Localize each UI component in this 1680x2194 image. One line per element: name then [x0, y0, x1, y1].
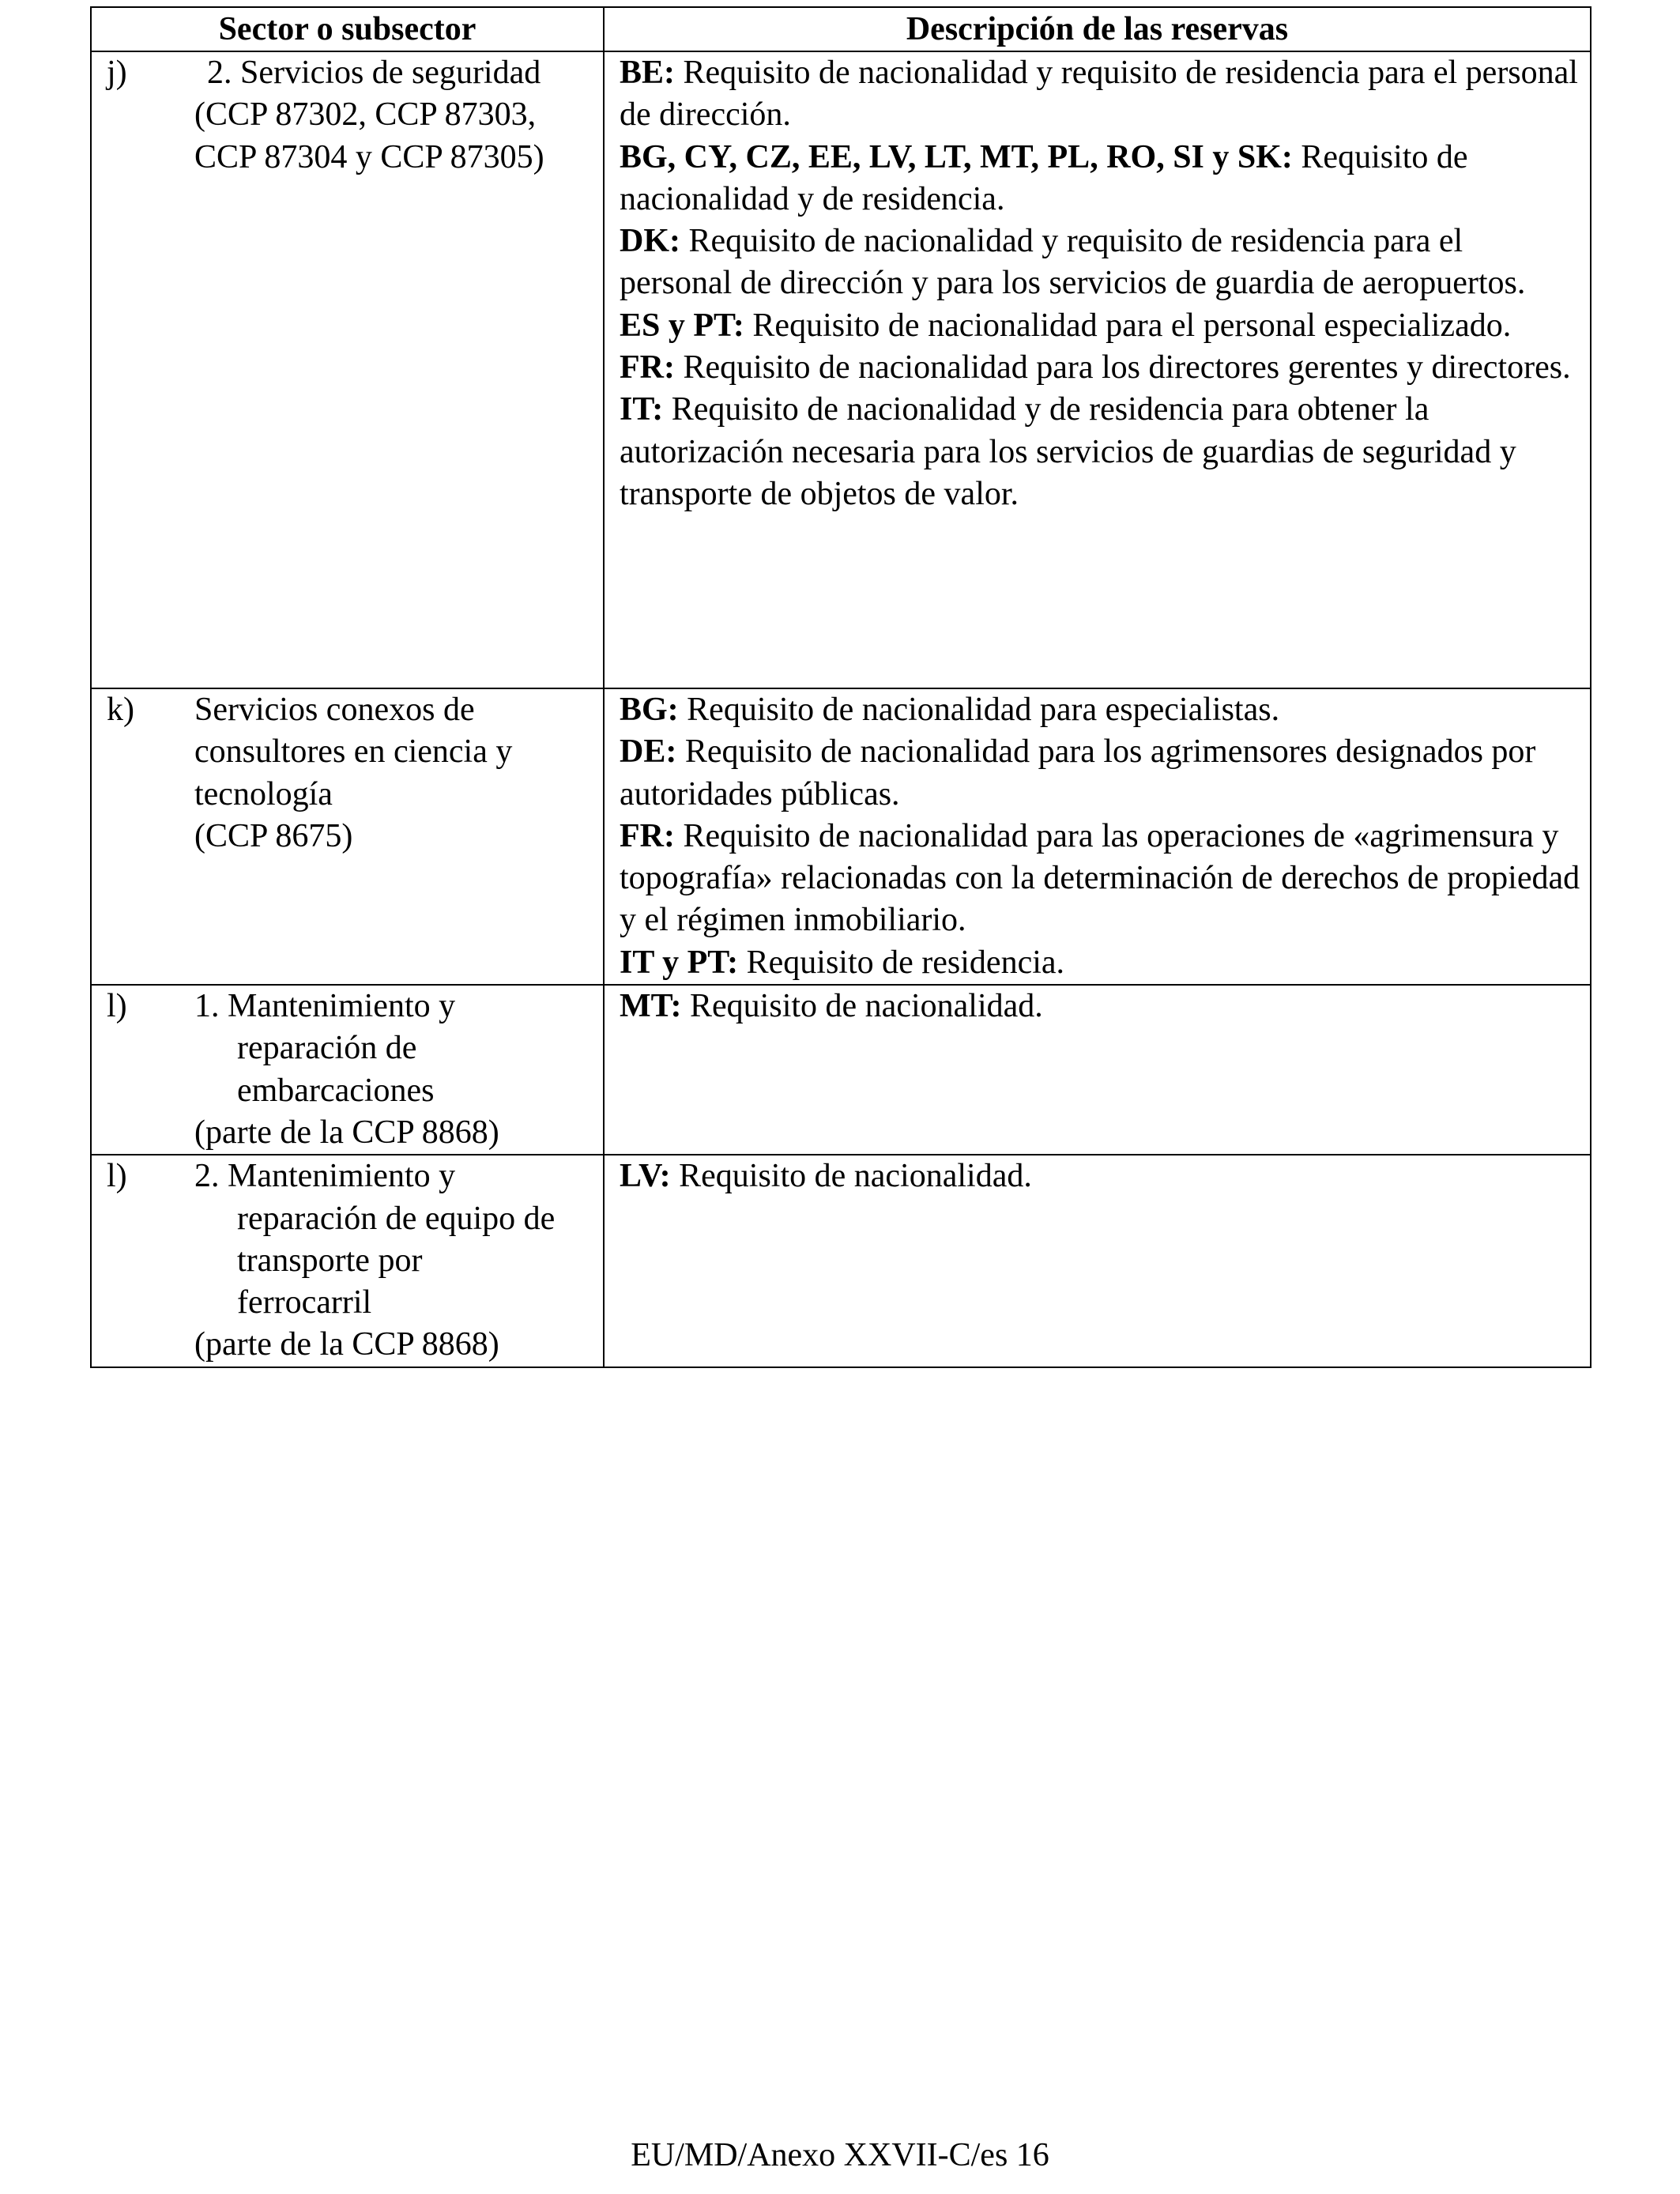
reservation-text: Requisito de nacionalidad para los directores gerentes y directores. [674, 349, 1571, 386]
sector-line: transporte por [237, 1242, 423, 1279]
reservation-entry [620, 942, 1580, 984]
reservation-text: Requisito de nacionalidad y requisito de residencia para el personal de dirección. [620, 55, 1578, 134]
sector-cell [91, 688, 604, 985]
reservation-entry [620, 221, 1580, 305]
country-code: MT: [620, 988, 682, 1025]
sector-line: 1. Mantenimiento y [194, 988, 456, 1025]
sector-cell [91, 51, 604, 688]
row-letter: j) [107, 55, 127, 91]
sector-line: (parte de la CCP 8868) [194, 1114, 499, 1151]
sector-line: Servicios conexos de [194, 692, 475, 728]
country-code: DK: [620, 223, 680, 260]
row-letter: l) [107, 988, 127, 1025]
sector-line: consultores en ciencia y [194, 733, 513, 771]
country-code: IT y PT: [620, 944, 739, 981]
country-code: LV: [620, 1158, 671, 1195]
reservation-text: Requisito de residencia. [738, 944, 1065, 981]
reservation-entry [620, 689, 1580, 731]
sector-line: (CCP 87302, CCP 87303, [194, 96, 537, 134]
table-row [91, 1155, 1591, 1367]
country-code: FR: [620, 817, 675, 854]
table-header-row [91, 7, 1591, 51]
reservation-text: Requisito de nacionalidad y de residencia. [620, 138, 1468, 217]
country-code: BG: [620, 692, 679, 728]
reservation-entry [620, 347, 1580, 389]
reservation-entry [620, 816, 1580, 942]
country-code: ES y PT: [620, 307, 744, 344]
reservation-text: Requisito de nacionalidad para especialistas. [678, 692, 1280, 728]
country-code: BE: [620, 55, 676, 91]
reservation-entry [620, 1155, 1580, 1197]
description-cell [604, 51, 1591, 688]
sector-cell [91, 1155, 604, 1367]
reservation-text: Requisito de nacionalidad para los agrimensores designados por autoridades públicas. [620, 733, 1536, 812]
reservations-table [90, 6, 1591, 1368]
reservation-text: Requisito de nacionalidad para las operaciones de «agrimensura y topografía» relacionadas con la determinación de derechos de propiedad y el régimen inmobiliario. [620, 817, 1580, 939]
sector-text [194, 1155, 598, 1366]
sector-line: embarcaciones [237, 1072, 435, 1109]
sector-line: reparación de equipo de [237, 1200, 556, 1237]
row-letter: l) [107, 1158, 127, 1195]
sector-line: CCP 87304 y CCP 87305) [194, 138, 544, 175]
page-footer: EU/MD/Anexo XXVII-C/es 16 [631, 2137, 1049, 2173]
sector-text [194, 52, 598, 179]
country-code: DE: [620, 733, 677, 771]
reservation-entry [620, 986, 1580, 1027]
country-code: IT: [620, 391, 664, 428]
table-row [91, 985, 1591, 1155]
reservation-entry [620, 137, 1580, 221]
reservation-text: Requisito de nacionalidad para el personal especializado. [744, 307, 1512, 344]
table-row [91, 688, 1591, 985]
row-letter: k) [107, 692, 134, 728]
reservation-entry [620, 389, 1580, 515]
reservation-text: Requisito de nacionalidad. [681, 988, 1043, 1025]
country-code: BG, CY, CZ, EE, LV, LT, MT, PL, RO, SI y SK: [620, 138, 1293, 175]
description-cell [604, 1155, 1591, 1367]
header-sector: Sector o subsector [91, 7, 604, 51]
reservation-text: Requisito de nacionalidad y requisito de residencia para el personal de dirección y para los servicios de guardia de aeropuertos. [620, 223, 1526, 302]
sector-text [194, 689, 598, 858]
table-row [91, 51, 1591, 688]
sector-line: (parte de la CCP 8868) [194, 1326, 499, 1363]
sector-line: tecnología [194, 775, 333, 812]
description-cell [604, 688, 1591, 985]
country-code: FR: [620, 349, 675, 386]
sector-line: ferrocarril [237, 1284, 372, 1321]
reservation-text: Requisito de nacionalidad y de residencia para obtener la autorización necesaria para los servicios de guardias de seguridad y transporte de objetos de valor. [620, 391, 1516, 512]
sector-line: 2. Mantenimiento y [194, 1158, 456, 1195]
sector-line: reparación de [237, 1030, 417, 1067]
sector-cell [91, 985, 604, 1155]
description-cell [604, 985, 1591, 1155]
reservation-text: Requisito de nacionalidad. [670, 1158, 1032, 1195]
sector-line: 2. Servicios de seguridad [207, 55, 541, 91]
reservation-entry [620, 52, 1580, 137]
sector-text [194, 986, 598, 1154]
sector-line: (CCP 8675) [194, 817, 353, 854]
header-description: Descripción de las reservas [604, 7, 1591, 51]
reservation-entry [620, 731, 1580, 816]
reservation-entry [620, 305, 1580, 347]
